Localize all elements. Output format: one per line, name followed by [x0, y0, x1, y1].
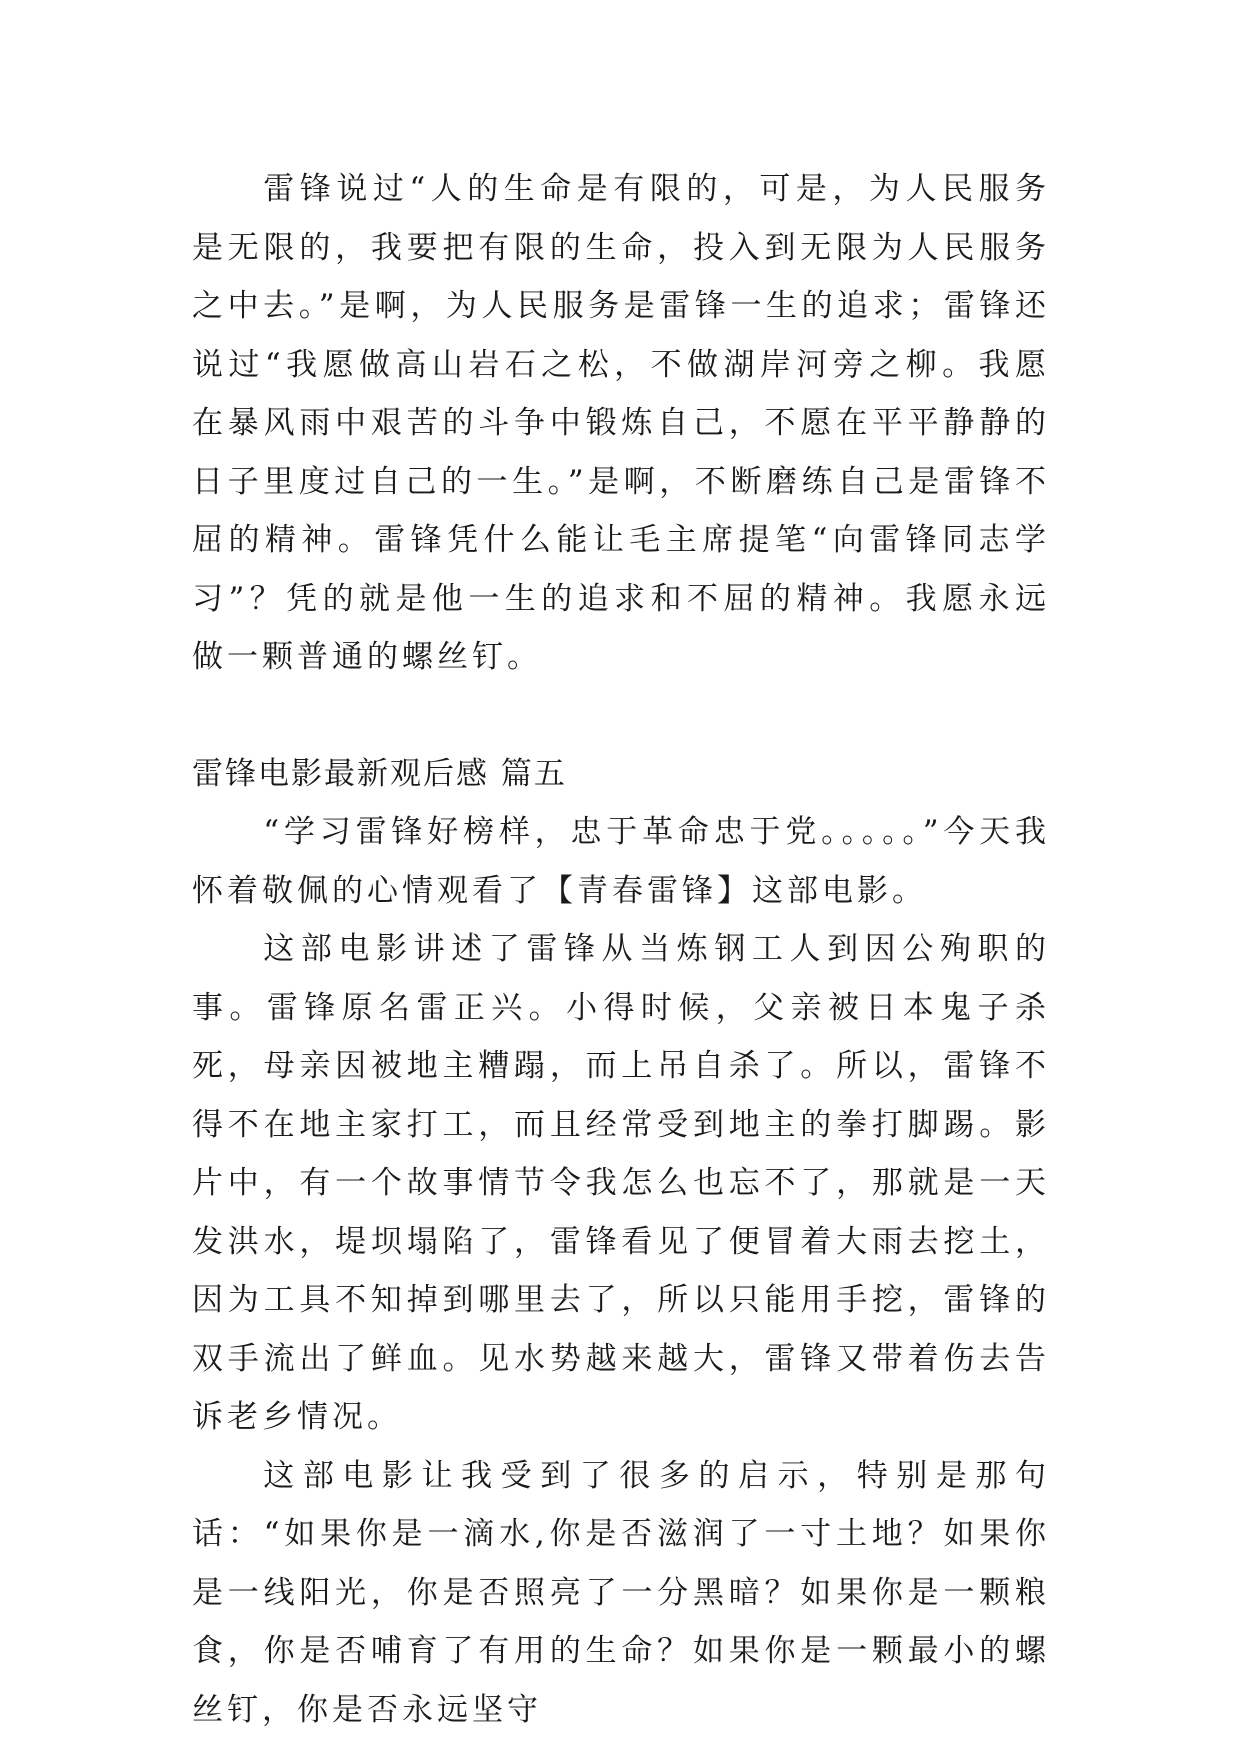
section-paragraph-2: 这部电影讲述了雷锋从当炼钢工人到因公殉职的事。雷锋原名雷正兴。小得时候，父亲被日本鬼子杀死，母亲因被地主糟蹋，而上吊自杀了。所以，雷锋不得不在地主家打工，而且经常受到地主的拳打脚踢。影片中，有一个故事情节令我怎么也忘不了，那就是一天发洪水，堤坝塌陷了，雷锋看见了便冒着大雨去挖土，因为工具不知掉到哪里去了，所以只能用手挖，雷锋的双手流出了鲜血。见水势越来越大，雷锋又带着伤去告诉老乡情况。 — [192, 931, 1050, 1435]
paragraph-top: 雷锋说过“人的生命是有限的，可是，为人民服务是无限的，我要把有限的生命，投入到无限为人民服务之中去。”是啊，为人民服务是雷锋一生的追求；雷锋还说过“我愿做高山岩石之松，不做湖岸河旁之柳。我愿在暴风雨中艰苦的斗争中锻炼自己，不愿在平平静静的日子里度过自己的一生。”是啊，不断磨练自己是雷锋不屈的精神。雷锋凭什么能让毛主席提笔“向雷锋同志学习”？凭的就是他一生的追求和不屈的精神。我愿永远做一颗普通的螺丝钉。 — [192, 171, 1050, 675]
section-spacer — [192, 687, 1050, 745]
section-title: 雷锋电影最新观后感 篇五 — [192, 755, 567, 792]
section-paragraph-3: 这部电影让我受到了很多的启示，特别是那句话：“如果你是一滴水,你是否滋润了一寸土地？如果你是一线阳光，你是否照亮了一分黑暗？如果你是一颗粮食，你是否哺育了有用的生命？如果你是一颗最小的螺丝钉，你是否永远坚守 — [192, 1457, 1050, 1728]
document-body — [192, 160, 1050, 1739]
section-paragraph-1: “学习雷锋好榜样，忠于革命忠于党。。。。。”今天我怀着敬佩的心情观看了【青春雷锋】这部电影。 — [192, 814, 1050, 909]
